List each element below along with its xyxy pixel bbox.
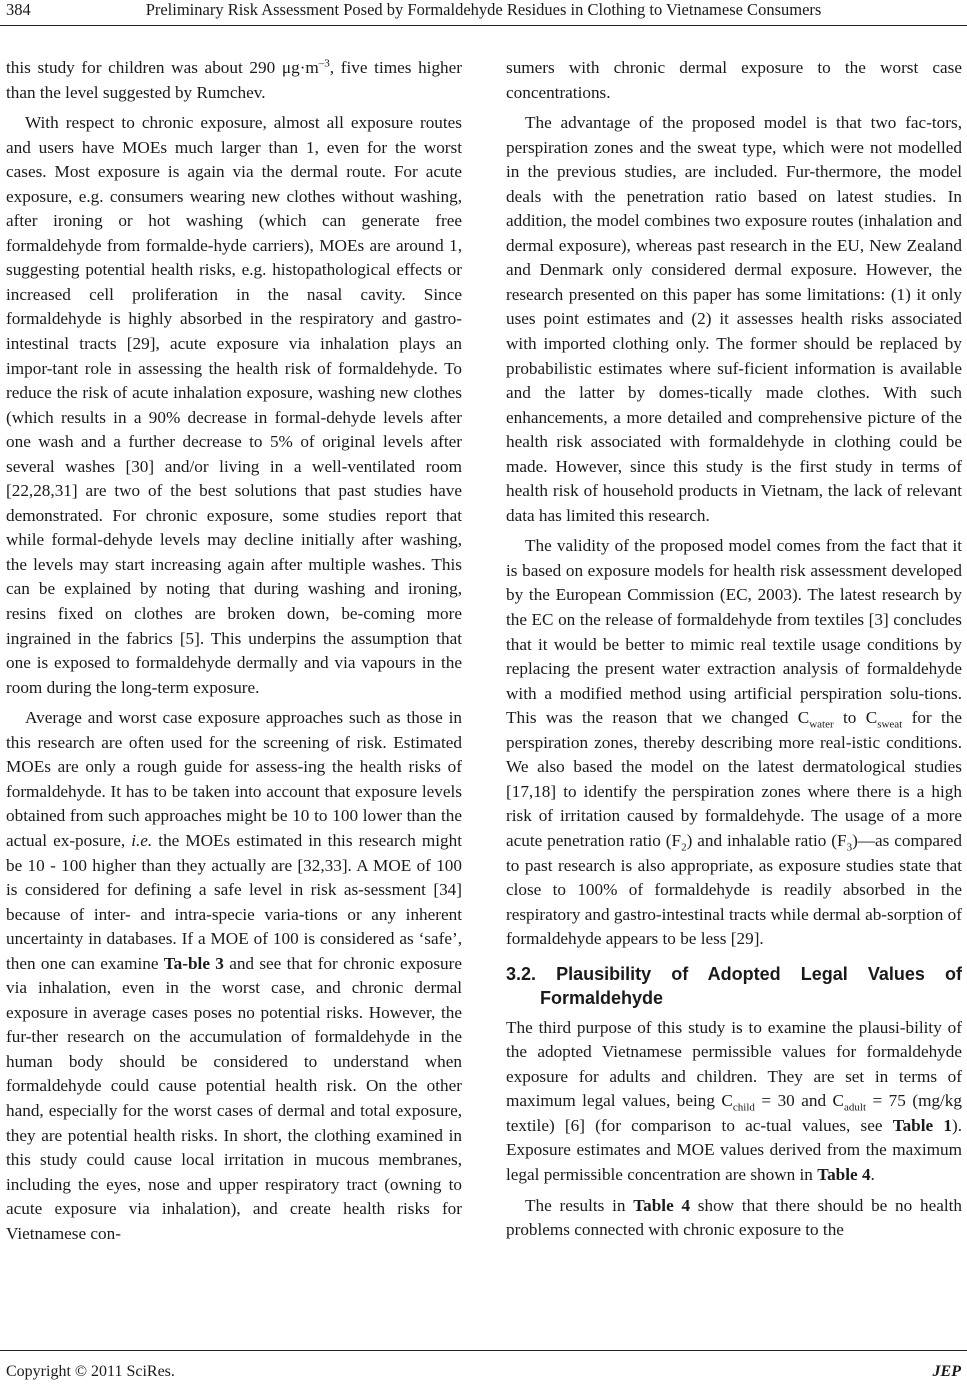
table-reference: Table 1 <box>892 1115 952 1135</box>
paragraph: With respect to chronic exposure, almost all exposure routes and users have MOEs much larger than 1, even for the worst cases. Most exposure is again via the dermal route. For acute exposure, e.g. consumers wearing new clothes without washing, after ironing or hot washing (which can generate free formaldehyde from formalde-hyde carriers), MOEs are around 1, suggesting potential health risks, e.g. histopathological effects or increased cell proliferation in the nasal cavity. Since formaldehyde is highly absorbed in the respiratory and gastro-intestinal tracts [29], acute exposure via inhalation plays an impor-tant role in assessing the health risk of formaldehyde. To reduce the risk of acute inhalation exposure, washing new clothes (which results in a 90% decrease in formal-dehyde levels after one wash and a further decrease to 5% of original levels after several washes [30] and/or living in a well-ventilated room [22,28,31] are two of the best solutions that past studies have demonstrated. For chronic exposure, some studies report that while formal-dehyde levels may decline initially after washing, the levels may start increasing again after multiple washes. This can be explained by noting that during washing and ironing, resins fixed on clothes are broken down, be-coming more ingrained in the fabrics [5]. This underpins the assumption that one is exposed to formaldehyde dermally and via vapours in the room during the long-term exposure. <box>6 113 462 697</box>
running-title: Preliminary Risk Assessment Posed by Formaldehyde Residues in Clothing to Vietnamese Consumers <box>145 0 822 19</box>
journal-abbreviation: JEP <box>932 1363 961 1380</box>
section-heading: 3.2. Plausibility of Adopted Legal Values of Formaldehyde <box>506 963 962 1008</box>
table-reference: Ta-ble 3 <box>163 953 224 973</box>
footer-rule <box>0 1350 967 1351</box>
paragraph: The validity of the proposed model comes from the fact that it is based on exposure models for health risk assessment developed by the European Commission (EC, 2003). The latest research by the EC on the release of formaldehyde from textiles [3] concludes that it would be better to mimic real textile usage conditions by replacing the present water extraction analysis of formaldehyde with a modified method using artificial perspiration solu-tions. This was the reason that we changed $C_{water}$ to $C_{sweat}$ for the perspiration zones, thereby describing more real-istic conditions. We also based the model on the latest dermatological studies [17,18] to identify the perspiration zones where there is a high risk of irritation caused by formaldehyde. The usage of a more acute penetration ratio $(F_2)$ and inhalable ratio $(F_3)—as$ compared to past research is also appropriate, as exposure studies state that close to 100% of formaldehyde is readily absorbed in the respiratory and gastro-intestinal tracts while dermal ab-sorption of formaldehyde appears to be less [29]. <box>506 536 962 949</box>
page-number: 384 <box>6 0 31 19</box>
paragraph: Average and worst case exposure approaches such as those in this research are often used for the screening of risk. Estimated MOEs are only a rough guide for assess-ing the health risks of formaldehyde. It has to be taken into account that exposure levels obtained from such approaches might be 10 to 100 lower than the actual ex-posure, i.e. the MOEs estimated in this research might be 10 - 100 higher than they actually are [32,33]. A MOE of 100 is considered for defining a safe level in risk as-sessment [34] because of inter- and intra-specie varia-tions or any inherent uncertainty in databases. If a MOE of 100 is considered as ‘safe’, then one can examine Ta-ble 3 and see that for chronic exposure via inhalation, even in the worst case, and chronic dermal exposure in average cases poses no potential risks. However, the fur-ther research on the accumulation of formaldehyde in the human body should be considered to understand when formaldehyde could cause potential health risk. On the other hand, especially for the worst cases of dermal and total exposure, they are potential health risks. In short, the clothing examined in this study could cause local irritation in mucous membranes, including the eyes, nose and upper respiratory tract (owning to acute exposure via inhalation), and create health risks for Vietnamese con- <box>6 708 462 1243</box>
paragraph: The results in Table 4 show that there should be no health problems connected with chronic exposure to the <box>506 1195 963 1240</box>
paragraph: sumers with chronic dermal exposure to the worst case concentrations. <box>506 58 962 102</box>
paragraph: The advantage of the proposed model is that two fac-tors, perspiration zones and the sweat type, which were not modelled in the previous studies, are included. Fur-thermore, the model deals with the penetration ratio based on latest studies. In addition, the model combines two exposure routes (inhalation and dermal exposure), whereas past research in the EU, New Zealand and Denmark only considered dermal exposure. However, the research presented on this paper has some limitations: (1) it only uses point estimates and (2) it assesses health risks associated with imported clothing only. The former should be replaced by probabilistic estimates where suf-ficient information is available and the latter by domes-tically made clothes. With such enhancements, a more detailed and comprehensive picture of the health risk associated with formaldehyde in clothing could be made. However, since this study is the first study in terms of health risk of household products in Vietnam, the lack of relevant data has limited this research. <box>506 113 962 525</box>
right-column <box>506 56 962 1243</box>
table-reference: Table 4 <box>817 1164 871 1184</box>
copyright-notice: Copyright © 2011 SciRes. <box>6 1363 175 1380</box>
header-rule <box>0 25 967 26</box>
left-column <box>6 56 462 1246</box>
paragraph: this study for children was about 290 $\mu g\cdot m^{-3}$, five times higher than the level suggested by Rumchev. <box>6 57 462 102</box>
paragraph: The third purpose of this study is to examine the plausi-bility of the adopted Vietnamese permissible values for formaldehyde exposure for adults and children. They are set in terms of maximum legal values, being $C_{child} = 30$ and $C_{adult} = 75$ (mg/kg textile) [6] (for comparison to ac-tual values, see Table 1). Exposure estimates and MOE values derived from the maximum legal permissible concentration are shown in Table 4. <box>506 1017 962 1184</box>
table-reference: Table 4 <box>633 1195 691 1215</box>
